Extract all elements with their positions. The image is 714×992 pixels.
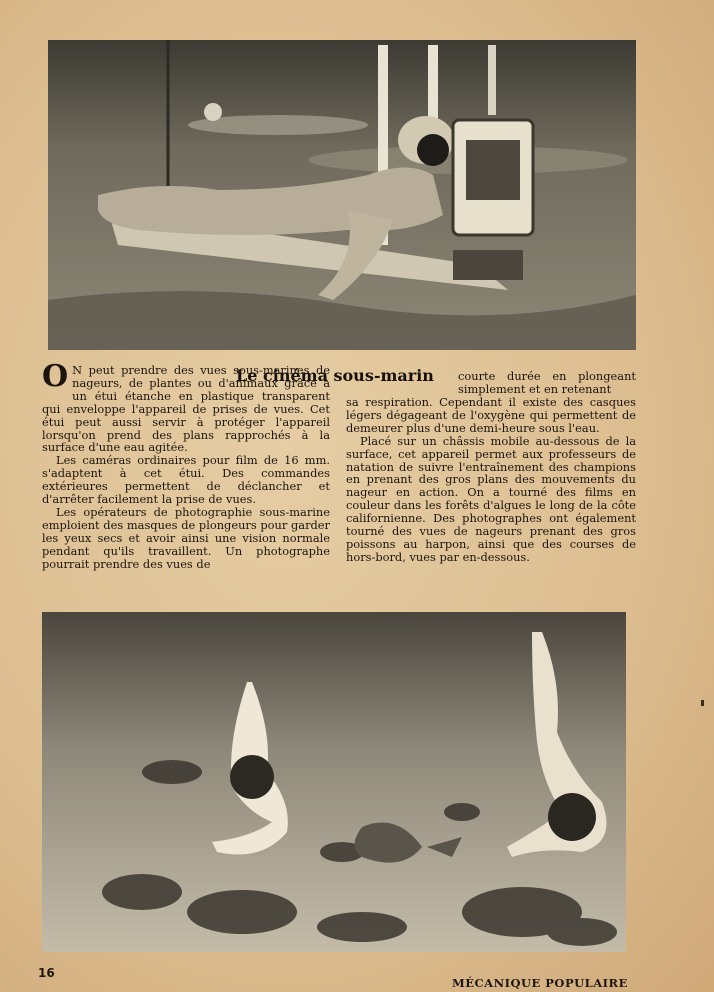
article-column-right: [346, 396, 636, 564]
top-photo-underwater-camera: [48, 40, 636, 350]
paragraph-5: Placé sur un châssis mobile au-dessous de la surface, cet appareil permet aux professeurs de natation de suivre l'entraînement des champions en prenant des gros plans des mouvements du nageur en action. On a tourné des films en couleur dans les forêts d'algues le long de la côte californienne. Des photographes ont également tourné des vues de nageurs prenant des gros poissons au harpon, ainsi que des courses de hors-bord, vues par en-dessous.: [346, 433, 636, 564]
paragraph-1: [42, 359, 330, 455]
top-photo-graphic: [48, 40, 636, 350]
bottom-photo-graphic: [42, 612, 626, 952]
article-column-right-top: [458, 370, 636, 396]
paragraph-3: Les opérateurs de photographie sous-marine emploient des masques de plongeurs pour garder les yeux secs et avoir ainsi une vision normale pendant qu'ils travaillent. Un photographe pourrait prendre des vues de: [42, 504, 330, 571]
article-title: Le cinéma sous-marin: [236, 366, 434, 385]
page-number: 16: [38, 966, 55, 980]
magazine-name: MÉCANIQUE POPULAIRE: [452, 976, 628, 990]
paragraph-4-start: courte durée en plongeant simplement et en retenant: [458, 369, 636, 396]
paragraph-1-text: N peut prendre des vues sous-marines de nageurs, de plantes ou d'animaux grâce à un étui étanche en plastique transparent qui enveloppe l'appareil de prises de vues. Cet étui peut aussi servir à protéger l'appareil lorsqu'on prend des plans rapprochés à la surface d'une eau agitée.: [42, 363, 330, 455]
paragraph-4-rest: sa respiration. Cependant il existe des casques légers dégageant de l'oxygène qui permettent de demeurer plus d'une demi-heure sous l'eau.: [346, 395, 636, 435]
edge-mark: [701, 700, 704, 706]
dropcap: O: [42, 359, 69, 394]
bottom-photo-divers: [42, 612, 626, 952]
paragraph-2: Les caméras ordinaires pour film de 16 mm. s'adaptent à cet étui. Des commandes extérieures permettent de déclancher et d'arrêter facilement la prise de vues.: [42, 453, 330, 507]
article-column-left: [42, 359, 330, 571]
